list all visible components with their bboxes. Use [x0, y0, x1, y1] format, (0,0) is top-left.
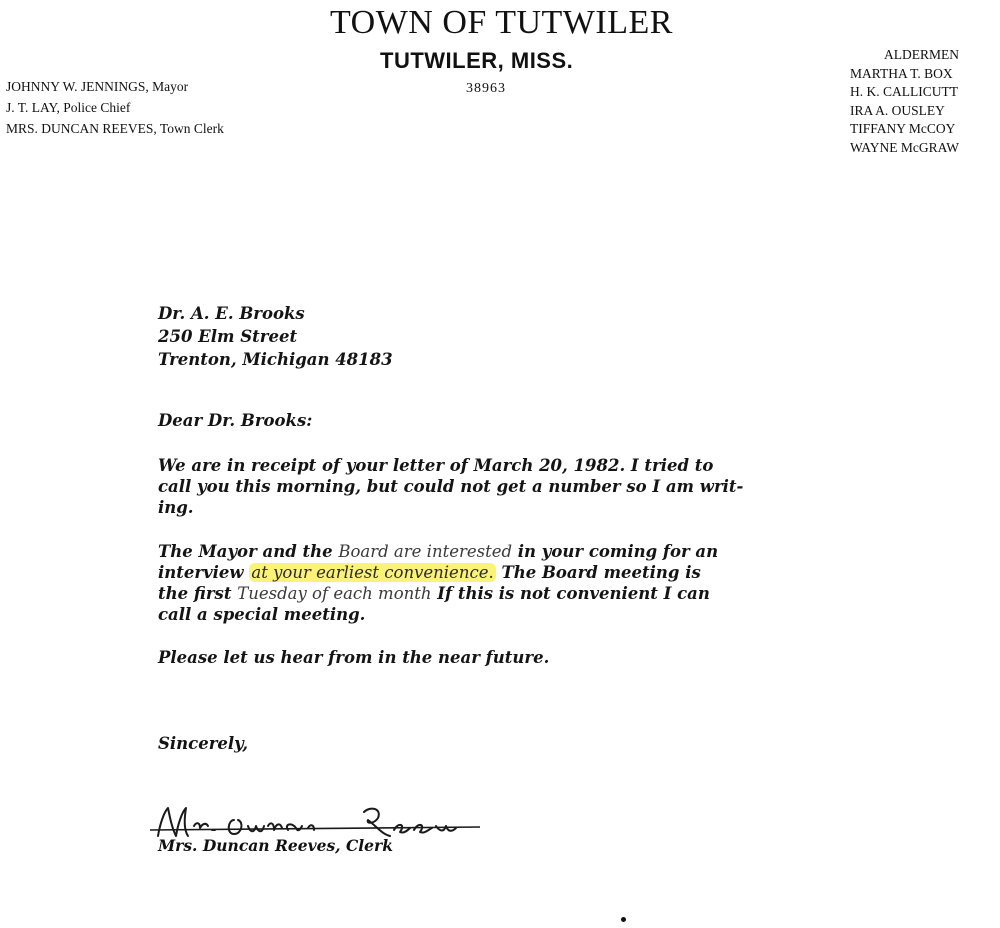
official-town-clerk: MRS. DUNCAN REEVES, Town Clerk — [6, 121, 224, 136]
official-mayor: JOHNNY W. JENNINGS, Mayor — [6, 79, 189, 94]
official-police-chief: J. T. LAY, Police Chief — [6, 100, 131, 115]
salutation: Dear Dr. Brooks: — [158, 411, 313, 430]
ink-speck — [621, 917, 626, 922]
faded-text: Tuesday of each month — [237, 584, 432, 603]
recipient-city: Trenton, Michigan 48183 — [158, 350, 393, 369]
closing: Sincerely, — [158, 734, 248, 753]
letterhead-city: TUTWILER, MISS. — [380, 48, 574, 73]
text-segment: the first — [158, 584, 238, 603]
paragraph-line: call a special meeting. — [158, 605, 366, 624]
text-segment: The Mayor and the — [158, 542, 339, 561]
paragraph-line: call you this morning, but could not get a number so I am writ- — [158, 477, 744, 496]
text-segment: The Board meeting is — [495, 563, 701, 582]
paragraph-line: We are in receipt of your letter of March 20, 1982. I tried to — [158, 456, 714, 475]
text-segment: interview — [158, 563, 250, 582]
body-paragraph-1 — [158, 455, 743, 518]
highlighted-text: at your earliest convenience. — [251, 563, 494, 582]
text-segment: If this is not convenient I can — [431, 584, 710, 603]
town-officials — [6, 76, 224, 139]
recipient-address — [158, 302, 393, 371]
aldermen-heading: ALDERMEN — [884, 47, 959, 62]
alderman-name: WAYNE McGRAW — [850, 139, 960, 155]
alderman-name: TIFFANY McCOY — [850, 121, 956, 136]
body-paragraph-3: Please let us hear from in the near future. — [158, 648, 550, 667]
recipient-street: 250 Elm Street — [158, 327, 298, 346]
recipient-name: Dr. A. E. Brooks — [158, 304, 305, 323]
paragraph-line — [158, 583, 718, 604]
paragraph-line — [158, 562, 718, 583]
letterhead-zip: 38963 — [466, 81, 506, 96]
alderman-name: MARTHA T. BOX — [850, 65, 953, 81]
aldermen-list — [850, 46, 996, 157]
faded-text: Board are interested — [338, 542, 513, 561]
paragraph-line — [158, 541, 718, 562]
letterhead-title: TOWN OF TUTWILER — [330, 4, 673, 41]
alderman-name: H. K. CALLICUTT — [850, 84, 958, 99]
text-segment: in your coming for an — [512, 542, 719, 561]
alderman-name: IRA A. OUSLEY — [850, 102, 945, 118]
body-paragraph-2 — [158, 541, 718, 625]
paragraph-line: ing. — [158, 498, 194, 517]
signer-name: Mrs. Duncan Reeves, Clerk — [158, 836, 393, 855]
